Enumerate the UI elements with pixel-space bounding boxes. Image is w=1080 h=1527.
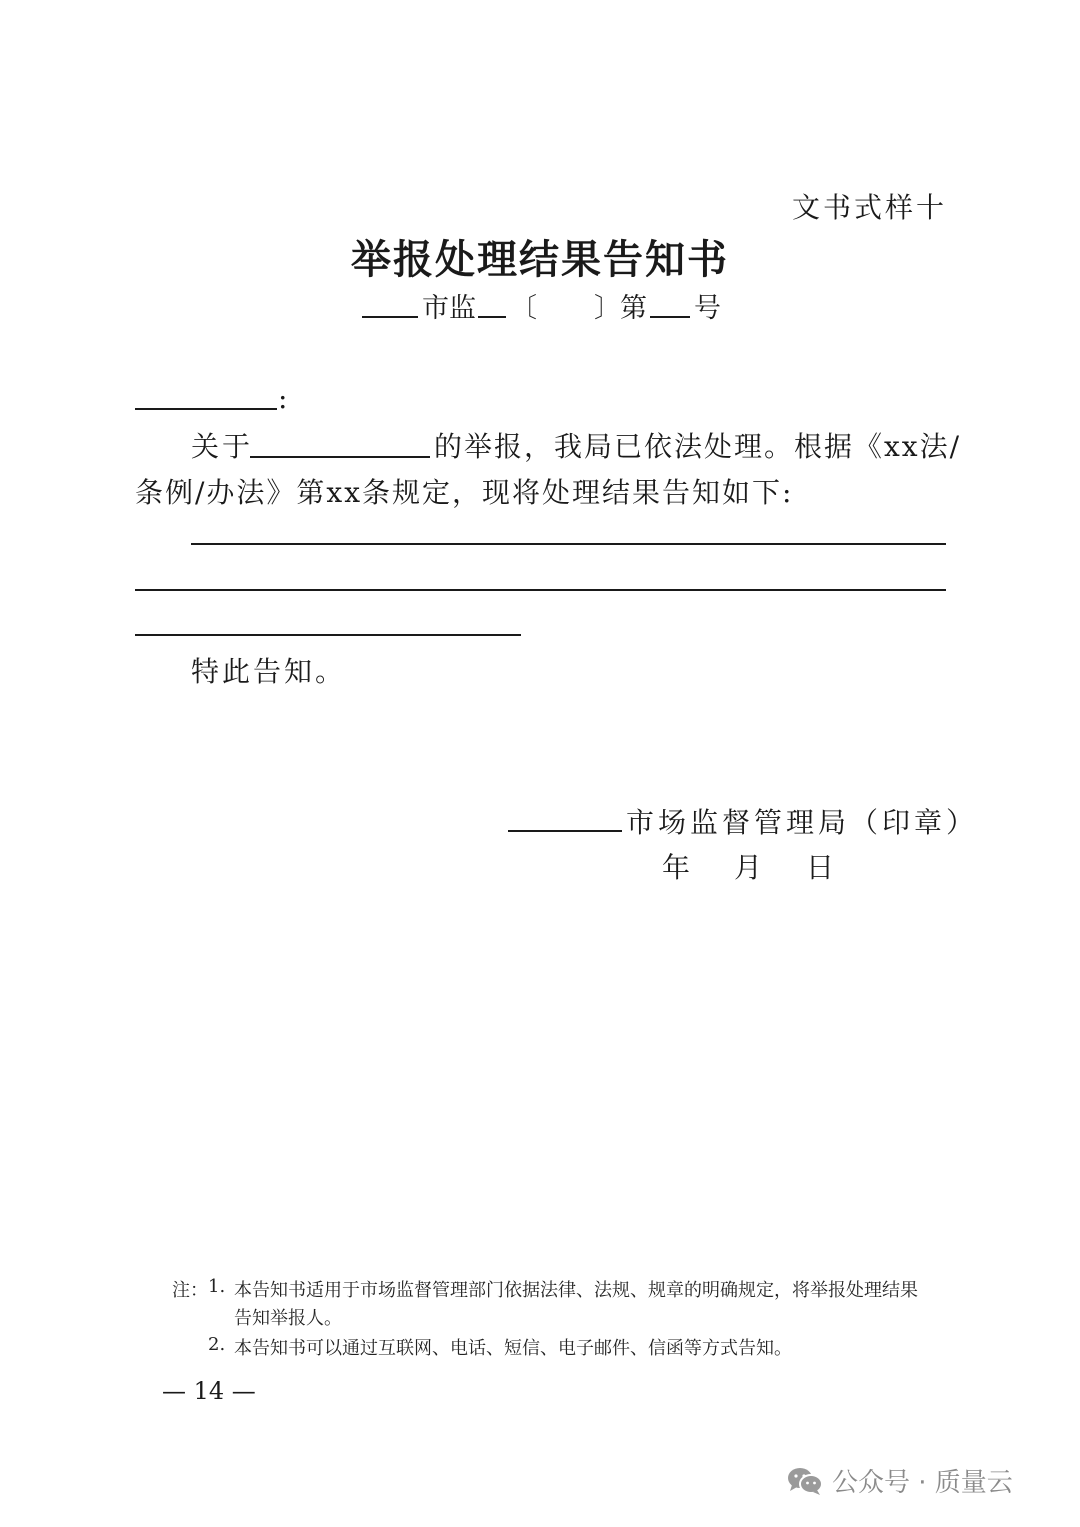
docno-city-supervision: 市监	[422, 293, 476, 324]
reported-subject-blank	[250, 456, 430, 458]
note1-line1: 本告知书适用于市场监督管理部门依据法律、法规、规章的明确规定，将举报处理结果	[234, 1280, 918, 1301]
note1-number: 1.	[208, 1276, 226, 1297]
result-line-3	[135, 634, 521, 636]
docno-bracket-close: 〕	[594, 293, 621, 324]
authority-blank	[508, 830, 622, 832]
source-watermark	[786, 1462, 1013, 1499]
docno-hao: 号	[694, 293, 721, 324]
page-number: — 14 —	[162, 1377, 256, 1405]
date-year: 年	[662, 851, 695, 884]
closing-text: 特此告知。	[191, 655, 347, 688]
docno-di: 第	[620, 293, 647, 324]
result-line-1	[191, 543, 946, 545]
date-month: 月	[734, 851, 767, 884]
watermark-text: 公众号 · 质量云	[832, 1468, 1013, 1498]
recipient-blank	[135, 408, 277, 410]
date-day: 日	[806, 851, 839, 884]
docno-bracket-open: 〔	[510, 293, 537, 324]
docno-blank-2	[478, 316, 506, 318]
docno-blank-1	[362, 316, 418, 318]
note2-number: 2.	[208, 1334, 226, 1355]
note1-line2: 告知举报人。	[234, 1308, 342, 1329]
authority-name: 市场监督管理局（印章）	[626, 806, 979, 839]
result-line-2	[135, 589, 946, 591]
para1-prefix: 关于	[191, 430, 254, 463]
para1-suffix: 的举报，我局已依法处理。根据《xx法/	[434, 430, 962, 463]
para1-line2: 条例/办法》第xx条规定，现将处理结果告知如下:	[135, 476, 794, 509]
form-style-label: 文书式样十	[792, 191, 948, 224]
wechat-icon	[786, 1466, 824, 1496]
document-title: 举报处理结果告知书	[351, 236, 729, 283]
docno-blank-3	[650, 316, 690, 318]
note2-text: 本告知书可以通过互联网、电话、短信、电子邮件、信函等方式告知。	[234, 1338, 792, 1359]
notes-label: 注：	[172, 1280, 208, 1301]
salutation-colon: :	[278, 382, 291, 415]
